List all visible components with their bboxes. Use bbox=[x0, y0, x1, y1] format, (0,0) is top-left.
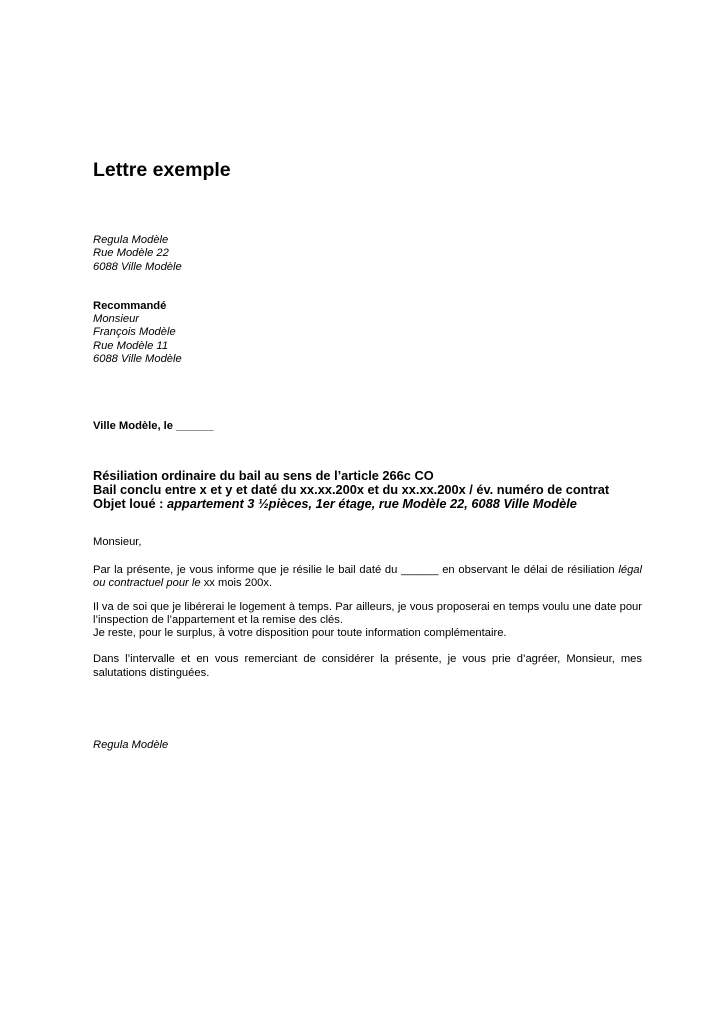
sender-address-block bbox=[93, 234, 642, 274]
subject-line-contract: Bail conclu entre x et y et daté du xx.xx.200x et du xx.xx.200x / év. numéro de contrat bbox=[93, 481, 610, 497]
delivery-mode-label: Recommandé bbox=[93, 299, 167, 312]
body-paragraph-closing: Dans l’intervalle et en vous remerciant de considérer la présente, je vous prie d’agréer, Monsieur, mes salutations distinguées. bbox=[93, 653, 642, 679]
body-paragraph-handover: Il va de soi que je libérerai le logement à temps. Par ailleurs, je vous proposerai en temps voulu une date pour l’inspection de l’appartement et la remise des clés. bbox=[93, 600, 642, 626]
paragraph-text: Par la présente, je vous informe que je résilie le bail daté du ______ en observant le délai de résiliation bbox=[93, 563, 619, 576]
paragraph-text: xx mois 200x. bbox=[203, 577, 273, 590]
letter-content bbox=[93, 0, 642, 752]
subject-line-rented-object bbox=[93, 497, 642, 511]
recipient-address-line: François Modèle bbox=[93, 326, 176, 339]
letter-title: Lettre exemple bbox=[93, 159, 231, 181]
signature-name: Regula Modèle bbox=[93, 739, 169, 752]
rented-object-label: Objet loué : bbox=[93, 495, 167, 511]
recipient-address-block bbox=[93, 300, 642, 366]
recipient-address-line: 6088 Ville Modèle bbox=[93, 353, 182, 366]
sender-address-line: 6088 Ville Modèle bbox=[93, 260, 182, 273]
salutation: Monsieur, bbox=[93, 535, 142, 548]
recipient-address-line: Monsieur bbox=[93, 313, 140, 326]
paragraph-text-italic: légal ou contractuel pour le bbox=[93, 563, 642, 590]
place-and-date-line: Ville Modèle, le ______ bbox=[93, 420, 214, 433]
body-paragraph-termination bbox=[93, 564, 642, 591]
subject-line-termination: Résiliation ordinaire du bail au sens de l’article 266c CO bbox=[93, 467, 434, 483]
rented-object-value: appartement 3 ½pièces, 1er étage, rue Modèle 22, 6088 Ville Modèle bbox=[166, 495, 577, 511]
sender-address-line: Regula Modèle bbox=[93, 234, 169, 246]
body-paragraph-information: Je reste, pour le surplus, à votre disposition pour toute information complémentaire. bbox=[93, 627, 507, 640]
subject-block bbox=[93, 469, 642, 511]
recipient-address-line: Rue Modèle 11 bbox=[93, 339, 169, 352]
sender-address-line: Rue Modèle 22 bbox=[93, 247, 169, 260]
